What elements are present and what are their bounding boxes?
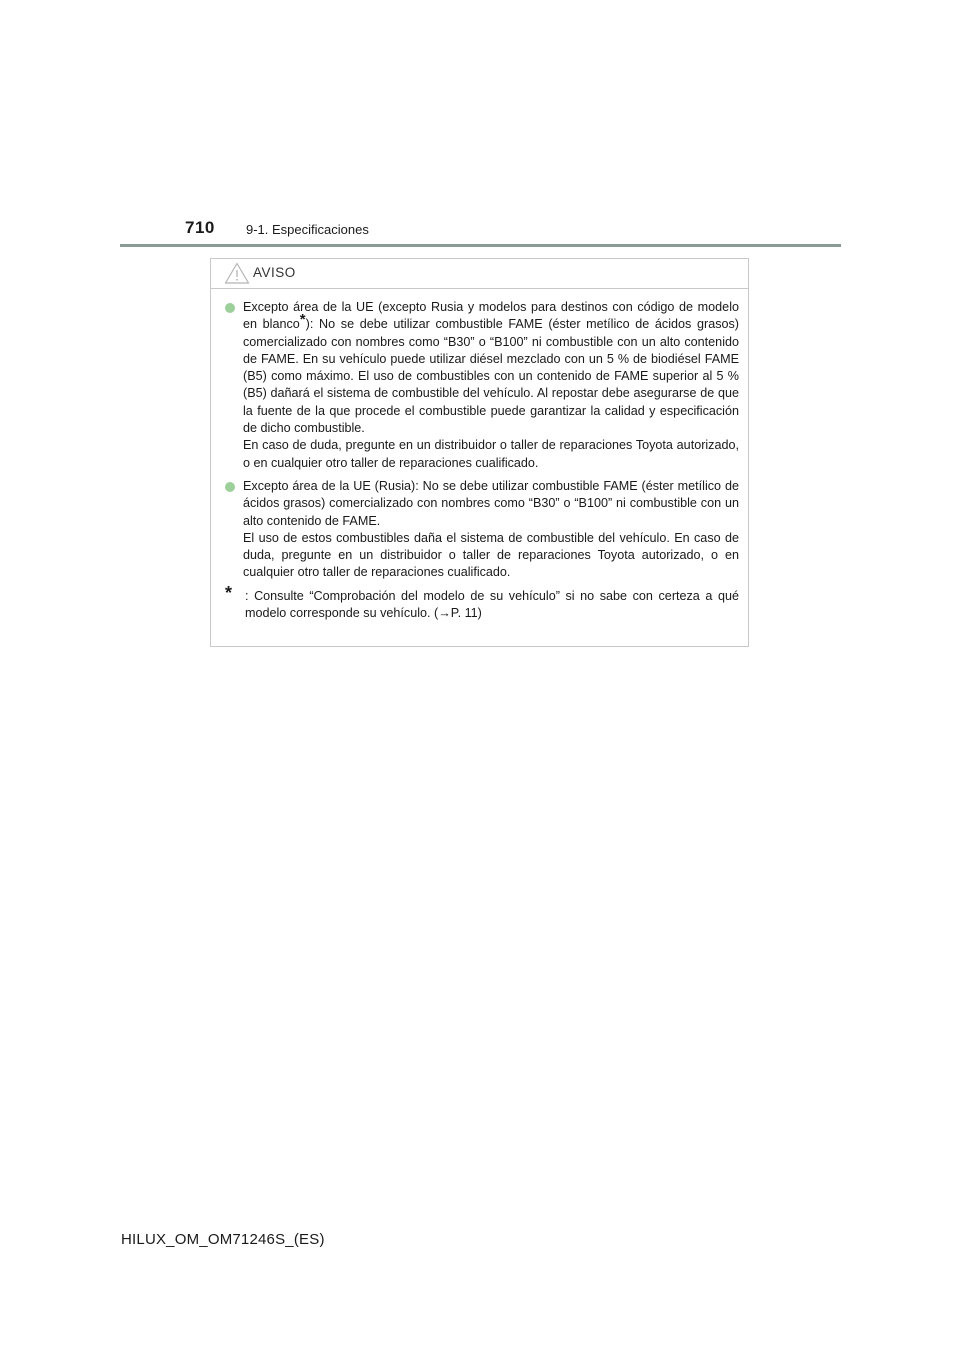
footnote-marker: *	[299, 311, 306, 329]
bullet-text: Excepto área de la UE (excepto Rusia y modelos para destinos con código de modelo en blanco	[243, 300, 739, 332]
bullet-text: ): No se debe utilizar combustible FAME (éster metílico de ácidos grasos) comercializado con nombres como “B30” o “B100” ni combustible con un alto contenido de FAME. En su vehículo puede utilizar diésel mezclado con un 5 % de biodiésel FAME (B5) como máximo. El uso de combustibles con un contenido de FAME superior al 5 % (B5) dañará el sistema de combustible del vehículo. Al repostar debe asegurarse de que la fuente de la que procede el combustible puede garantizar la calidad y especificación de dicho combustible.	[243, 317, 739, 436]
bullet-paragraph	[243, 299, 739, 437]
warning-triangle-icon	[224, 262, 250, 284]
footnote-text: : Consulte “Comprobación del modelo de su vehículo” si no sabe con certeza a qué modelo corresponde su vehículo. (→P. 11)	[245, 588, 739, 621]
bullet-paragraph: Excepto área de la UE (Rusia): No se debe utilizar combustible FAME (éster metílico de ácidos grasos) comercializado con nombres como “B30” o “B100” ni combustible con un alto contenido de FAME.	[243, 478, 739, 528]
warning-body	[211, 289, 748, 622]
header-divider	[120, 244, 841, 247]
warning-title: AVISO	[253, 265, 296, 280]
warning-header	[211, 259, 748, 289]
bullet-dot-icon	[225, 482, 235, 492]
bullet-dot-icon	[225, 303, 235, 313]
manual-code: HILUX_OM_OM71246S_(ES)	[121, 1231, 325, 1248]
bullet-paragraph: El uso de estos combustibles daña el sistema de combustible del vehículo. En caso de duda, pregunte en un distribuidor o taller de reparaciones Toyota autorizado, o en cualquier otro taller de reparaciones cualificado.	[243, 530, 739, 580]
section-title: 9-1. Especificaciones	[246, 222, 369, 237]
warning-box	[210, 258, 749, 647]
bullet-paragraph: En caso de duda, pregunte en un distribuidor o taller de reparaciones Toyota autorizado, o en cualquier otro taller de reparaciones cualificado.	[243, 438, 739, 470]
page-number: 710	[185, 218, 215, 237]
list-item	[225, 478, 739, 582]
footnote-star: *	[225, 582, 233, 603]
footnote	[225, 582, 739, 623]
list-item	[225, 299, 739, 472]
